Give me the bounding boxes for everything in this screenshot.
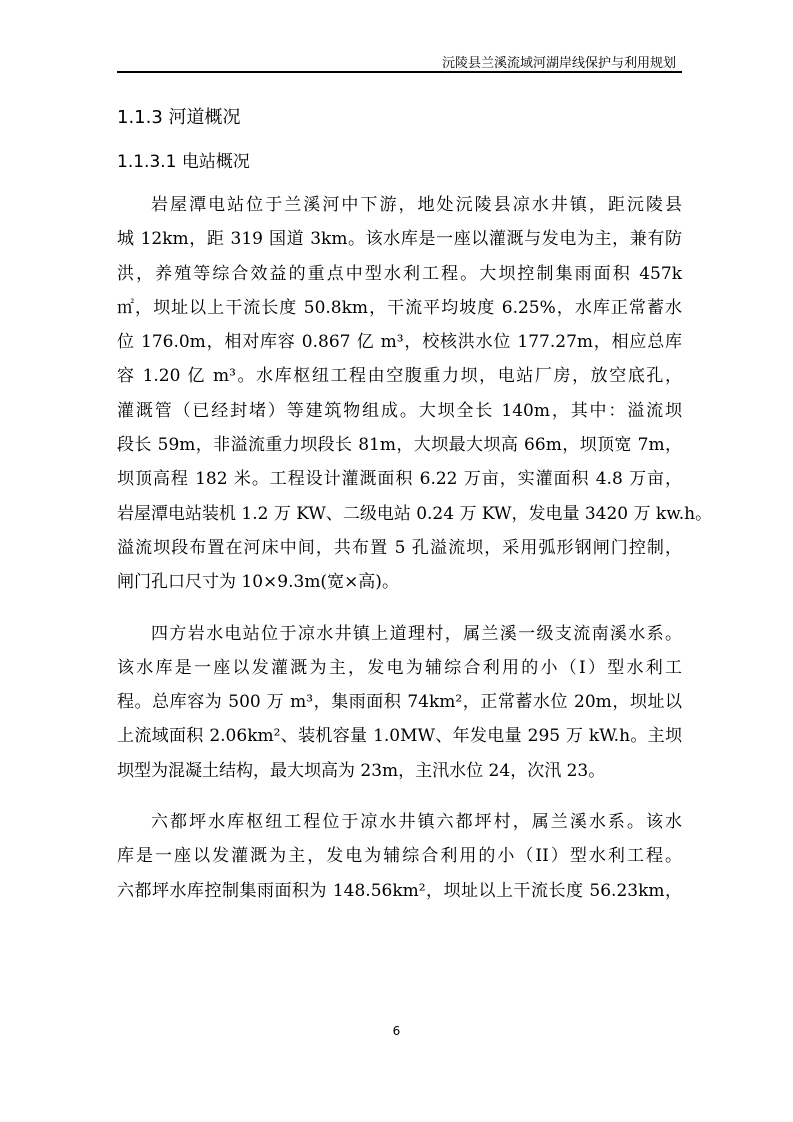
paragraph-line: 该水库是一座以发灌溉为主，发电为辅综合利用的小（I）型水利工 — [117, 657, 682, 678]
paragraph-line: 库是一座以发灌溉为主，发电为辅综合利用的小（II）型水利工程。 — [117, 846, 682, 867]
paragraph-line: 上流域面积 2.06km²、装机容量 1.0MW、年发电量 295 万 kW.h。主坝 — [117, 726, 682, 747]
paragraph-line: 岩屋潭电站装机 1.2 万 KW、二级电站 0.24 万 KW，发电量 3420 万 kw.h。 — [117, 503, 713, 524]
paragraph-line: 六都坪水库枢纽工程位于凉水井镇六都坪村，属兰溪水系。该水 — [151, 812, 682, 833]
paragraph-line: 六都坪水库控制集雨面积为 148.56km²，坝址以上干流长度 56.23km， — [117, 880, 682, 901]
paragraph-line: ㎡，坝址以上干流长度 50.8km，干流平均坡度 6.25%，水库正常蓄水 — [117, 297, 682, 318]
paragraph-line: 坝顶高程 182 米。工程设计灌溉面积 6.22 万亩，实灌面积 4.8 万亩， — [117, 469, 682, 490]
paragraph-line: 四方岩水电站位于凉水井镇上道理村，属兰溪一级支流南溪水系。 — [151, 623, 682, 644]
section-heading: 1.1.3 河道概况 — [117, 107, 241, 128]
subsection-heading: 1.1.3.1 电站概况 — [117, 152, 250, 172]
paragraph-liuduping — [117, 805, 682, 908]
paragraph-yanwutan — [117, 188, 713, 600]
paragraph-line: 坝型为混凝土结构，最大坝高为 23m，主汛水位 24，次汛 23。 — [117, 760, 606, 781]
paragraph-line: 程。总库容为 500 万 m³，集雨面积 74km²，正常蓄水位 20m，坝址以 — [117, 692, 682, 713]
paragraph-line: 岩屋潭电站位于兰溪河中下游，地处沅陵县凉水井镇，距沅陵县 — [151, 195, 682, 215]
page-number: 6 — [392, 1024, 401, 1038]
paragraph-line: 段长 59m，非溢流重力坝段长 81m，大坝最大坝高 66m，坝顶宽 7m， — [117, 435, 682, 456]
paragraph-line: 溢流坝段布置在河床中间，共布置 5 孔溢流坝，采用弧形钢闸门控制， — [117, 537, 682, 558]
running-header: 沅陵县兰溪流域河湖岸线保护与利用规划 — [441, 56, 676, 71]
paragraph-line: 城 12km，距 319 国道 3km。该水库是一座以灌溉与发电为主，兼有防 — [117, 229, 682, 250]
paragraph-line: 容 1.20 亿 m³。水库枢纽工程由空腹重力坝，电站厂房，放空底孔， — [117, 366, 682, 387]
page-content — [117, 100, 713, 908]
paragraph-sifangyan — [117, 617, 682, 788]
paragraph-line: 灌溉管（已经封堵）等建筑物组成。大坝全长 140m，其中：溢流坝 — [117, 400, 682, 421]
header-divider — [117, 71, 682, 73]
paragraph-line: 位 176.0m，相对库容 0.867 亿 m³，校核洪水位 177.27m，相应总库 — [117, 332, 682, 353]
paragraph-line: 洪，养殖等综合效益的重点中型水利工程。大坝控制集雨面积 457k — [117, 263, 682, 284]
paragraph-line: 闸门孔口尺寸为 10×9.3m(宽×高)。 — [117, 572, 399, 593]
